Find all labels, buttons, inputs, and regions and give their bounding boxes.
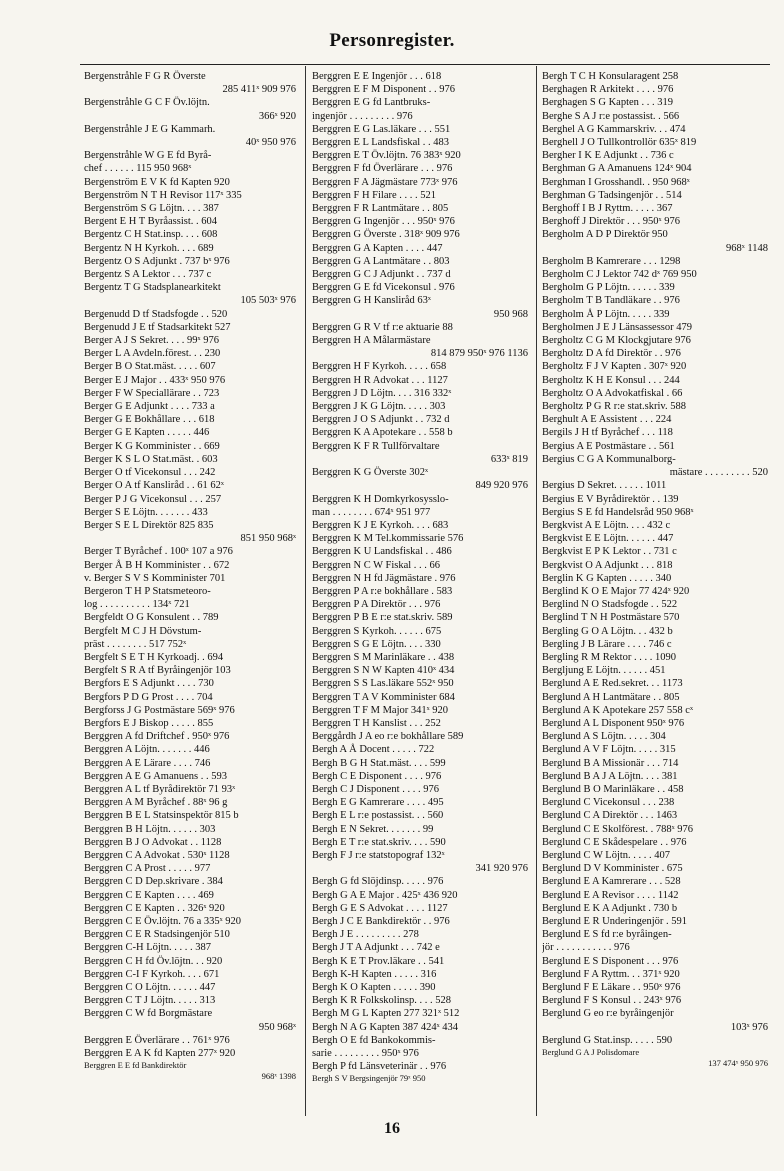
register-column-3 <box>542 70 770 1120</box>
register-entry: Berglund E R Underingenjör . 591 <box>542 916 688 927</box>
register-entry: Berglund F S Konsul . . 243ˣ 976 <box>542 995 682 1007</box>
register-entry: Berger K G Komminister . . 669 <box>84 440 220 452</box>
entry-continuation: 968ˣ 1148 <box>725 242 768 254</box>
register-entry: Berglund E S Disponent . . . 976 <box>542 955 679 967</box>
register-entry: Bergljung E Löjtn. . . . . . 451 <box>542 665 666 677</box>
register-entry: Berglund G eo r:e byråingenjör <box>542 1008 674 1020</box>
register-entry: Berggren E Överlärare . . 761ˣ 976 <box>84 1034 230 1046</box>
register-entry: Berghagen R Arkitekt . . . . 976 <box>542 84 674 96</box>
register-entry: Bergils J H tf Byråchef . . . 118 <box>542 427 673 439</box>
entry-continuation: 137 474ˣ 950 976 <box>708 1058 768 1069</box>
register-entry: Bergkvist E E Löjtn. . . . . . 447 <box>542 533 674 545</box>
register-entry: Bergfelt S R A tf Byråingenjör 103 <box>84 665 231 677</box>
register-entry: Berghman G Tadsingenjör . . 514 <box>542 189 682 201</box>
register-entry: Berggren F R Lantmätare . . 805 <box>312 203 449 215</box>
register-entry: Bergenström E V K fd Kapten 920 <box>84 176 230 188</box>
register-entry: Bergius E V Byrådirektör . . 139 <box>542 493 679 505</box>
register-entry: Bergh C J Disponent . . . . 976 <box>312 783 439 795</box>
register-entry: Berggren A Löjtn. . . . . . . 446 <box>84 744 210 756</box>
register-entry: Bergenström S G Löjtn. . . . 387 <box>84 203 219 215</box>
register-entry: chef . . . . . . 115 950 968ˣ <box>84 163 192 175</box>
register-entry: Berggren E F M Disponent . . 976 <box>312 84 456 96</box>
register-entry: Berggren B H Löjtn. . . . . . 303 <box>84 823 216 835</box>
register-entry: Berggren N H fd Jägmästare . 976 <box>312 572 456 584</box>
register-entry: Bergholtz O A Advokatfiskal . 66 <box>542 387 683 399</box>
register-entry: Berggren C D Dep.skrivare . 384 <box>84 876 223 888</box>
register-entry: Berghell J O Tullkontrollör 635ˣ 819 <box>542 137 697 149</box>
register-entry: Berggren N C W Fiskal . . . 66 <box>312 559 441 571</box>
register-entry: ingenjör . . . . . . . . . 976 <box>312 110 413 122</box>
register-entry: Berggren T A V Komminister 684 <box>312 691 455 703</box>
register-entry: Bergh E G Kamrerare . . . . 495 <box>312 797 444 809</box>
register-entry: Berggren C E Öv.löjtn. 76 a 335ˣ 920 <box>84 916 242 927</box>
register-entry: Bergh K R Folkskolinsp. . . . 528 <box>312 995 451 1007</box>
register-entry: Berger S E L Direktör 825 835 <box>84 519 214 531</box>
register-entry: sarie . . . . . . . . . 950ˣ 976 <box>312 1048 419 1060</box>
register-entry: Bergius S E fd Handelsråd 950 968ˣ <box>542 506 694 518</box>
register-entry: Berggren A L tf Byrådirektör 71 93ˣ <box>84 783 236 795</box>
register-entry: Berger E J Major . . 433ˣ 950 976 <box>84 374 226 386</box>
register-entry: Berggren B J O Advokat . . 1128 <box>84 836 222 848</box>
register-entry: Berggren C T J Löjtn. . . . . 313 <box>84 995 216 1007</box>
entry-continuation: 633ˣ 819 <box>490 453 528 465</box>
register-entry: Berglund F A Ryttm. . . 371ˣ 920 <box>542 968 680 980</box>
register-entry: Berger F W Speciallärare . . 723 <box>84 387 220 399</box>
register-entry: Bergh N A G Kapten 387 424ˣ 434 <box>312 1021 459 1033</box>
register-entry: Berggren G E fd Vicekonsul . 976 <box>312 282 455 294</box>
register-entry: Bergenstråhle W G E fd Byrå- <box>84 150 212 162</box>
register-entry: Berggren E L Landsfiskal . . 483 <box>312 137 450 149</box>
register-entry: Berger T Byråchef . 100ˣ 107 a 976 <box>84 546 233 558</box>
register-entry: Berger O A tf Kansliråd . . 61 62ˣ <box>84 480 224 492</box>
register-entry: Bergh C E Disponent . . . . 976 <box>312 770 442 782</box>
register-entry: Bergling J B Lärare . . . . 746 c <box>542 638 672 650</box>
register-entry: Bergh J E . . . . . . . . . 278 <box>312 929 419 941</box>
register-entry: Bergfelt M C J H Dövstum- <box>84 625 202 637</box>
entry-continuation: 105 503ˣ 976 <box>240 295 296 307</box>
register-entry: Bergholtz K H E Konsul . . . 244 <box>542 374 680 386</box>
register-entry: Bergkvist E P K Lektor . . 731 c <box>542 546 677 558</box>
register-entry: Bergh S V Bergsingenjör 79ˣ 950 <box>312 1073 426 1084</box>
register-entry: Bergh B G H Stat.mäst. . . . 599 <box>312 757 446 769</box>
register-entry: Berggren P A r:e bokhållare . 583 <box>312 585 453 597</box>
register-entry: Berggren C E R Stadsingenjör 510 <box>84 929 230 941</box>
register-entry: Berggren E E Ingenjör . . . 618 <box>312 71 442 82</box>
register-column-2 <box>312 70 530 1120</box>
register-entry: Berggren G H Kansliråd 63ˣ <box>312 295 431 307</box>
register-entry: Bergher I K E Adjunkt . . 736 c <box>542 150 674 162</box>
register-entry: Berggren S N W Kapten 410ˣ 434 <box>312 665 455 677</box>
register-entry: Bergfors P D G Prost . . . . 704 <box>84 691 213 703</box>
register-entry: Bergkvist A E Löjtn. . . . 432 c <box>542 519 671 531</box>
register-entry: Bergh K O Kapten . . . . . 390 <box>312 982 436 994</box>
register-entry: Bergholm Å P Löjtn. . . . . 339 <box>542 308 670 320</box>
register-entry: Berggren K A Apotekare . . 558 b <box>312 427 453 439</box>
register-entry: Berglund C W Löjtn. . . . . 407 <box>542 849 671 861</box>
register-entry: Berggren H R Advokat . . . 1127 <box>312 374 448 386</box>
register-entry: Berglin K G Kapten . . . . . 340 <box>542 572 672 584</box>
register-entry: log . . . . . . . . . . 134ˣ 721 <box>84 599 190 611</box>
register-entry: Berggren J O S Adjunkt . . 732 d <box>312 414 450 426</box>
register-entry: Bergfelt S E T H Kyrkoadj. . 694 <box>84 651 224 663</box>
register-entry: Berger L A Avdeln.förest. . . 230 <box>84 348 221 360</box>
register-entry: Bergholm A D P Direktör 950 <box>542 229 668 241</box>
register-entry: Berggren P B E r:e stat.skriv. 589 <box>312 612 453 624</box>
register-entry: Berggren E E fd Bankdirektör <box>84 1060 187 1071</box>
register-entry: Bergius A E Postmästare . . 561 <box>542 440 675 452</box>
register-entry: Berglund E A Revisor . . . . 1142 <box>542 889 679 901</box>
register-entry: Bergenudd J E tf Stadsarkitekt 527 <box>84 321 231 333</box>
register-entry: Bergkvist O A Adjunkt . . . 818 <box>542 559 673 571</box>
register-entry: Bergh J C E Bankdirektör . . 976 <box>312 916 450 927</box>
register-entry: Bergling R M Rektor . . . . 1090 <box>542 651 676 663</box>
register-entry: Berger S E Löjtn. . . . . . . 433 <box>84 506 208 518</box>
register-entry: Bergeron T H P Statsmeteoro- <box>84 585 211 597</box>
register-entry: Berghagen S G Kapten . . . 319 <box>542 97 674 109</box>
register-entry: Berglund C A Direktör . . . 1463 <box>542 810 678 822</box>
register-entry: Berglind T N H Postmästare 570 <box>542 612 680 624</box>
register-entry: Berggren K M Tel.kommissarie 576 <box>312 533 464 545</box>
register-entry: Berggren G Ingenjör . . . 950ˣ 976 <box>312 216 455 228</box>
register-entry: Berglind N O Stadsfogde . . 522 <box>542 599 678 611</box>
register-entry: Berger P J G Vicekonsul . . . 257 <box>84 493 222 505</box>
register-entry: Bergh O E fd Bankokommis- <box>312 1034 436 1046</box>
register-entry: Berggren T H Kanslist . . . 252 <box>312 717 441 729</box>
register-entry: Berggren E G Las.läkare . . . 551 <box>312 123 451 135</box>
register-entry: Bergholtz D A fd Direktör . . 976 <box>542 348 681 360</box>
register-entry: Berger G E Kapten . . . . . 446 <box>84 427 210 439</box>
register-entry: Berggren E A K fd Kapten 277ˣ 920 <box>84 1048 236 1060</box>
register-entry: jör . . . . . . . . . . . 976 <box>542 942 630 954</box>
register-entry: Berggren E T Öv.löjtn. 76 383ˣ 920 <box>312 150 461 162</box>
register-entry: Bergfeldt O G Konsulent . . 789 <box>84 612 219 624</box>
column-divider-1 <box>305 66 306 1116</box>
register-entry: Bergenstråhle J E G Kammarh. <box>84 123 216 135</box>
register-entry: Berglund B A J A Löjtn. . . . 381 <box>542 770 678 782</box>
page-title: Personregister. <box>329 30 455 51</box>
register-entry: Bergenstråhle G C F Öv.löjtn. <box>84 97 210 109</box>
register-entry: Berggren J K G Löjtn. . . . . 303 <box>312 401 446 413</box>
register-entry: Bergholm B Kamrerare . . . 1298 <box>542 255 681 267</box>
entry-continuation: mästare . . . . . . . . . 520 <box>669 467 768 479</box>
entry-continuation: 40ˣ 950 976 <box>245 137 296 149</box>
register-entry: Berggren G Överste . 318ˣ 909 976 <box>312 229 460 241</box>
register-entry: Berggren S G E Löjtn. . . . 330 <box>312 638 441 650</box>
entry-continuation: 968ˣ 1398 <box>261 1071 296 1082</box>
header-rule <box>80 64 770 65</box>
entry-continuation: 851 950 968ˣ <box>240 533 296 545</box>
register-entry: Berggren E G fd Lantbruks- <box>312 97 431 109</box>
register-entry: Bergenudd D tf Stadsfogde . . 520 <box>84 308 228 320</box>
entry-continuation: 285 411ˣ 909 976 <box>222 84 296 96</box>
register-entry: Berggren A fd Driftchef . 950ˣ 976 <box>84 731 230 743</box>
register-entry: Berglund E A Kamrerare . . . 528 <box>542 876 681 888</box>
register-entry: Berger Å B H Komminister . . 672 <box>84 559 230 571</box>
register-entry: Bergh E N Sekret. . . . . . . 99 <box>312 823 434 835</box>
register-entry: Berggren C W fd Borgmästare <box>84 1008 213 1020</box>
register-entry: Bergfors E J Biskop . . . . . 855 <box>84 717 214 729</box>
register-entry: Berglund A L Disponent 950ˣ 976 <box>542 717 685 729</box>
register-entry: Berger G E Adjunkt . . . . 733 a <box>84 401 215 413</box>
register-entry: Berger O tf Vicekonsul . . . 242 <box>84 467 216 479</box>
register-entry: Bergius C G A Kommunalborg- <box>542 453 676 465</box>
register-entry: Berger K S L O Stat.mäst. . 603 <box>84 453 218 465</box>
entry-continuation: 950 968 <box>493 308 528 320</box>
register-entry: Bergentz O S Adjunkt . 737 bˣ 976 <box>84 255 230 267</box>
column-divider-2 <box>536 66 537 1116</box>
register-entry: Berggren H A Målarmästare <box>312 335 431 347</box>
register-entry: Berggren C A Advokat . 530ˣ 1128 <box>84 849 230 861</box>
register-entry: Berglund D V Komminister . 675 <box>542 863 683 875</box>
register-entry: Bergh E L r:e postassist. . . 560 <box>312 810 444 822</box>
register-entry: Berghel A G Kammarskriv. . . 474 <box>542 123 686 135</box>
register-entry: Berghe S A J r:e postassist. . 566 <box>542 110 680 122</box>
register-entry: Bergholm C J Lektor 742 dˣ 769 950 <box>542 269 697 281</box>
register-entry: Berggren A E G Amanuens . . 593 <box>84 770 228 782</box>
register-entry: Bergh G E S Advokat . . . . 1127 <box>312 902 448 914</box>
register-entry: Berggren K J E Kyrkoh. . . . 683 <box>312 519 449 531</box>
register-entry: Bergenstråhle F G R Överste <box>84 71 206 82</box>
register-entry: Berggren B E L Statsinspektör 815 b <box>84 810 239 822</box>
register-entry: präst . . . . . . . . 517 752ˣ <box>84 638 187 650</box>
register-entry: Bergenström N T H Revisor 117ˣ 335 <box>84 189 242 201</box>
register-entry: Berggren T F M Major 341ˣ 920 <box>312 704 449 716</box>
register-entry: Bergfors E S Adjunkt . . . . 730 <box>84 678 214 690</box>
register-entry: Berggren A M Byråchef . 88ˣ 96 g <box>84 797 228 809</box>
register-entry: Berggren C E Kapten . . 326ˣ 920 <box>84 902 225 914</box>
register-entry: Berglund C E Skolförest. . 788ˣ 976 <box>542 823 694 835</box>
register-entry: man . . . . . . . . 674ˣ 951 977 <box>312 506 431 518</box>
register-entry: Berglund C E Skådespelare . . 976 <box>542 836 687 848</box>
register-entry: Bergent E H T Byråassist. . 604 <box>84 216 217 228</box>
register-entry: Berglund A S Löjtn. . . . . 304 <box>542 731 666 743</box>
register-entry: Bergh M G L Kapten 277 321ˣ 512 <box>312 1008 460 1020</box>
register-entry: Berggren C E Kapten . . . . 469 <box>84 889 214 901</box>
register-entry: Berggren J D Löjtn. . . . 316 332ˣ <box>312 387 452 399</box>
register-entry: Berggren G A Lantmätare . . 803 <box>312 255 450 267</box>
register-entry: Berggren F H Filare . . . . 521 <box>312 189 437 201</box>
register-entry: Berggren G R V tf r:e aktuarie 88 <box>312 321 453 333</box>
register-entry: Berggren G C J Adjunkt . . 737 d <box>312 269 451 281</box>
entry-continuation: 366ˣ 920 <box>258 110 296 122</box>
register-entry: Berglund C Vicekonsul . . . 238 <box>542 797 675 809</box>
register-entry: Bergholmen J E J Länsassessor 479 <box>542 321 692 333</box>
register-entry: Bergholtz F J V Kapten . 307ˣ 920 <box>542 361 687 373</box>
register-entry: Berggren C O Löjtn. . . . . . 447 <box>84 982 216 994</box>
register-entry: Bergh G A E Major . 425ˣ 436 920 <box>312 889 458 901</box>
register-entry: Bergholm G P Löjtn. . . . . . 339 <box>542 282 675 294</box>
register-entry: Berglind K O E Major 77 424ˣ 920 <box>542 585 690 597</box>
register-entry: Bergentz C H Stat.insp. . . . 608 <box>84 229 218 241</box>
register-entry: Berggren K F R Tullförvaltare <box>312 440 440 452</box>
register-entry: Berggren F A Jägmästare 773ˣ 976 <box>312 176 458 188</box>
register-entry: Bergh F J r:e statstopograf 132ˣ <box>312 849 445 861</box>
register-entry: Berggren A E Lärare . . . . 746 <box>84 757 211 769</box>
register-entry: Berglund A E Red.sekret. . . 1173 <box>542 678 683 690</box>
register-entry: Berghoff I B J Ryttm. . . . . 367 <box>542 203 673 215</box>
register-entry: Berger B O Stat.mäst. . . . . 607 <box>84 361 216 373</box>
page-number: 16 <box>384 1120 400 1137</box>
register-entry: Berggren S S Las.läkare 552ˣ 950 <box>312 678 454 690</box>
register-column-1 <box>84 70 298 1120</box>
entry-continuation: 814 879 950ˣ 976 1136 <box>430 348 528 360</box>
register-entry: Berggren C-H Löjtn. . . . . 387 <box>84 942 211 954</box>
register-entry: Berggren K G Överste 302ˣ <box>312 467 428 479</box>
register-entry: Bergh A Å Docent . . . . . 722 <box>312 744 435 756</box>
register-entry: Bergh J T A Adjunkt . . . 742 e <box>312 942 440 954</box>
register-entry: v. Berger S V S Komminister 701 <box>84 572 226 584</box>
register-entry: Berggren C A Prost . . . . . 977 <box>84 863 211 875</box>
register-entry: Berglund A H Lantmätare . . 805 <box>542 691 680 703</box>
register-entry: Bergling G O A Löjtn. . . 432 b <box>542 625 673 637</box>
register-entry: Bergholtz C G M Klockgjutare 976 <box>542 335 691 347</box>
entry-continuation: 341 920 976 <box>475 863 528 875</box>
register-entry: Bergh T C H Konsularagent 258 <box>542 71 679 82</box>
register-entry: Berggren G A Kapten . . . . 447 <box>312 242 443 254</box>
register-entry: Berggren P A Direktör . . . 976 <box>312 599 441 611</box>
entry-continuation: 103ˣ 976 <box>730 1021 768 1033</box>
register-entry: Bergentz S A Lektor . . . 737 c <box>84 269 212 281</box>
register-entry: Berglund B O Marinläkare . . 458 <box>542 783 684 795</box>
register-entry: Bergius D Sekret. . . . . . 1011 <box>542 480 667 492</box>
register-entry: Berglund G Stat.insp. . . . . 590 <box>542 1034 673 1046</box>
entry-continuation: 950 968ˣ <box>258 1021 296 1033</box>
register-entry: Berggårdh J A eo r:e bokhållare 589 <box>312 731 464 743</box>
register-entry: Berglund G A J Polisdomare <box>542 1047 640 1058</box>
register-entry: Bergentz T G Stadsplanearkitekt <box>84 282 221 294</box>
register-entry: Berghman I Grosshandl. . 950 968ˣ <box>542 176 690 188</box>
register-entry: Berglund B A Missionär . . . 714 <box>542 757 679 769</box>
register-entry: Berggren K U Landsfiskal . . 486 <box>312 546 452 558</box>
register-entry: Bergh G fd Slöjdinsp. . . . . 976 <box>312 876 444 888</box>
register-entry: Bergh E T r:e stat.skriv. . . . 590 <box>312 836 446 848</box>
register-entry: Berger G E Bokhållare . . . 618 <box>84 414 215 426</box>
register-entry: Bergh P fd Länsveterinär . . 976 <box>312 1061 447 1073</box>
register-entry: Berglund E K A Adjunkt . 730 b <box>542 902 678 914</box>
register-entry: Bergforss J G Postmästare 569ˣ 976 <box>84 704 235 716</box>
register-entry: Bergentz N H Kyrkoh. . . . 689 <box>84 242 214 254</box>
register-entry: Berglund A V F Löjtn. . . . . 315 <box>542 744 676 756</box>
register-entry: Berggren K H Domkyrkosysslo- <box>312 493 449 505</box>
register-entry: Berggren S Kyrkoh. . . . . . 675 <box>312 625 442 637</box>
entry-continuation: 849 920 976 <box>475 480 528 492</box>
register-entry: Bergholtz P G R r:e stat.skriv. 588 <box>542 401 686 413</box>
register-entry: Berggren H F Kyrkoh. . . . . 658 <box>312 361 447 373</box>
register-entry: Berggren F fd Överlärare . . . 976 <box>312 163 453 175</box>
register-entry: Berggren S M Marinläkare . . 438 <box>312 651 455 663</box>
register-entry: Bergholm T B Tandläkare . . 976 <box>542 295 680 307</box>
register-entry: Berghoff J Direktör . . . 950ˣ 976 <box>542 216 680 228</box>
register-entry: Bergh K-H Kapten . . . . . 316 <box>312 968 437 980</box>
register-entry: Berglund F E Läkare . . 950ˣ 976 <box>542 982 681 994</box>
register-entry: Berghult A E Assistent . . . 224 <box>542 414 672 426</box>
register-entry: Berglund A K Apotekare 257 558 cˣ <box>542 704 693 716</box>
register-entry: Berggren C H fd Öv.löjtn. . . 920 <box>84 955 223 967</box>
register-entry: Berghman G A Amanuens 124ˣ 904 <box>542 163 692 175</box>
register-entry: Berger A J S Sekret. . . . 99ˣ 976 <box>84 335 219 347</box>
register-entry: Bergh K E T Prov.läkare . . 541 <box>312 955 445 967</box>
register-entry: Berglund E S fd r:e byråingen- <box>542 929 672 941</box>
register-entry: Berggren C-I F Kyrkoh. . . . 671 <box>84 968 220 980</box>
